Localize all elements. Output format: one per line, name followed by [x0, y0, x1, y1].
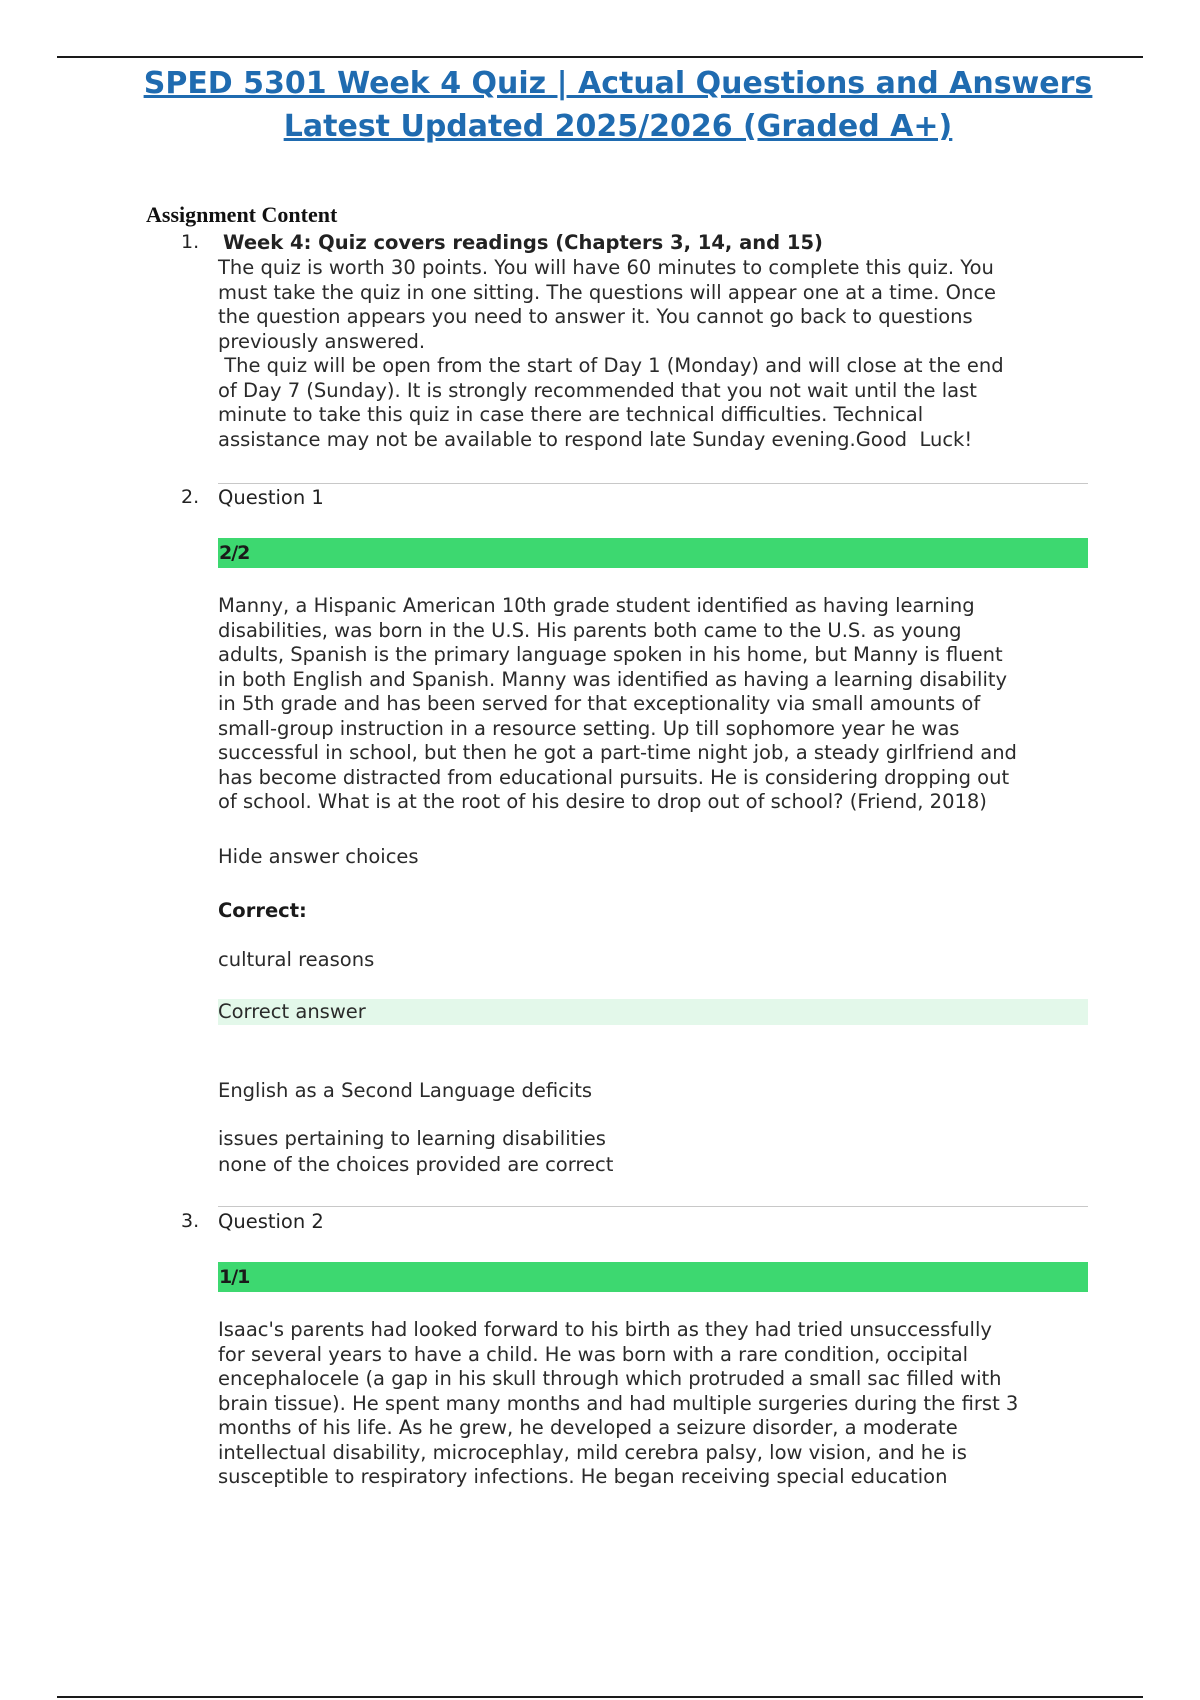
- text-line: Manny, a Hispanic American 10th grade student identified as having learning: [218, 594, 975, 617]
- answer-choice[interactable]: issues pertaining to learning disabilities: [218, 1127, 606, 1150]
- score-badge: 2/2: [219, 542, 250, 564]
- text-line: previously answered.: [218, 329, 426, 353]
- bottom-rule: [57, 1696, 1143, 1698]
- correct-answer-bar: [218, 999, 1088, 1025]
- text-line: successful in school, but then he got a part-time night job, a steady girlfriend and: [218, 741, 1017, 764]
- item-heading-1: Week 4: Quiz covers readings (Chapters 3, 14, and 15): [223, 231, 823, 254]
- text-line: The quiz will be open from the start of Day 1 (Monday) and will close at the end: [218, 354, 1004, 377]
- answer-choice[interactable]: none of the choices provided are correct: [218, 1153, 614, 1176]
- divider: [218, 1206, 1088, 1207]
- text-line: intellectual disability, microcephlay, mild cerebra palsy, low vision, and he is: [218, 1440, 967, 1464]
- text-line: has become distracted from educational pursuits. He is considering dropping out: [218, 765, 1010, 789]
- correct-answer-label: Correct answer: [218, 1000, 366, 1023]
- text-line: of school. What is at the root of his desire to drop out of school? (Friend, 2018): [218, 790, 987, 813]
- text-line: must take the quiz in one sitting. The questions will appear one at a time. Once: [218, 280, 997, 304]
- text-line: adults, Spanish is the primary language spoken in his home, but Manny is fluent: [218, 643, 1003, 666]
- question-1-prompt: [218, 594, 1098, 815]
- answer-choice[interactable]: English as a Second Language deficits: [218, 1079, 593, 1102]
- text-line: small-group instruction in a resource setting. Up till sophomore year he was: [218, 716, 960, 740]
- quiz-instructions: [218, 256, 1098, 452]
- title-link-line2[interactable]: Latest Updated 2025/2026 (Graded A+): [283, 109, 953, 144]
- title-link-line1[interactable]: SPED 5301 Week 4 Quiz | Actual Questions and Answers: [143, 66, 1093, 101]
- text-line: for several years to have a child. He was born with a rare condition, occipital: [218, 1342, 969, 1366]
- text-line: minute to take this quiz in case there are technical difficulties. Technical: [218, 403, 924, 426]
- text-line: in both English and Spanish. Manny was identified as having a learning disability: [218, 667, 1008, 691]
- question-1-score-bar: [218, 538, 1088, 568]
- document-title[interactable]: [0, 62, 1200, 148]
- question-2-heading: Question 2: [218, 1210, 324, 1233]
- score-badge: 1/1: [219, 1266, 250, 1288]
- question-2-prompt: [218, 1318, 1098, 1490]
- text-line: susceptible to respiratory infections. He began receiving special education: [218, 1465, 948, 1488]
- text-line: Isaac's parents had looked forward to his birth as they had tried unsuccessfully: [218, 1318, 992, 1341]
- item-number-1: 1.: [181, 231, 200, 253]
- item-number-3: 3.: [181, 1210, 200, 1232]
- text-line: months of his life. As he grew, he developed a seizure disorder, a moderate: [218, 1416, 958, 1439]
- correct-label: Correct:: [218, 899, 307, 922]
- question-1-heading: Question 1: [218, 486, 324, 509]
- top-rule: [57, 56, 1143, 58]
- selected-answer: cultural reasons: [218, 948, 375, 971]
- text-line: assistance may not be available to respond late Sunday evening.Good Luck!: [218, 427, 973, 451]
- text-line: in 5th grade and has been served for that exceptionality via small amounts of: [218, 692, 981, 715]
- text-line: encephalocele (a gap in his skull through which protruded a small sac filled with: [218, 1367, 1002, 1390]
- text-line: of Day 7 (Sunday). It is strongly recommended that you not wait until the last: [218, 378, 977, 402]
- text-line: the question appears you need to answer it. You cannot go back to questions: [218, 305, 973, 328]
- text-line: disabilities, was born in the U.S. His parents both came to the U.S. as young: [218, 618, 962, 642]
- hide-answer-choices-link[interactable]: Hide answer choices: [218, 845, 419, 868]
- text-line: The quiz is worth 30 points. You will have 60 minutes to complete this quiz. You: [218, 256, 994, 279]
- section-heading: Assignment Content: [146, 202, 338, 227]
- item-number-2: 2.: [181, 486, 200, 508]
- divider: [218, 483, 1088, 484]
- text-line: brain tissue). He spent many months and had multiple surgeries during the first 3: [218, 1391, 1019, 1415]
- question-2-score-bar: [218, 1262, 1088, 1292]
